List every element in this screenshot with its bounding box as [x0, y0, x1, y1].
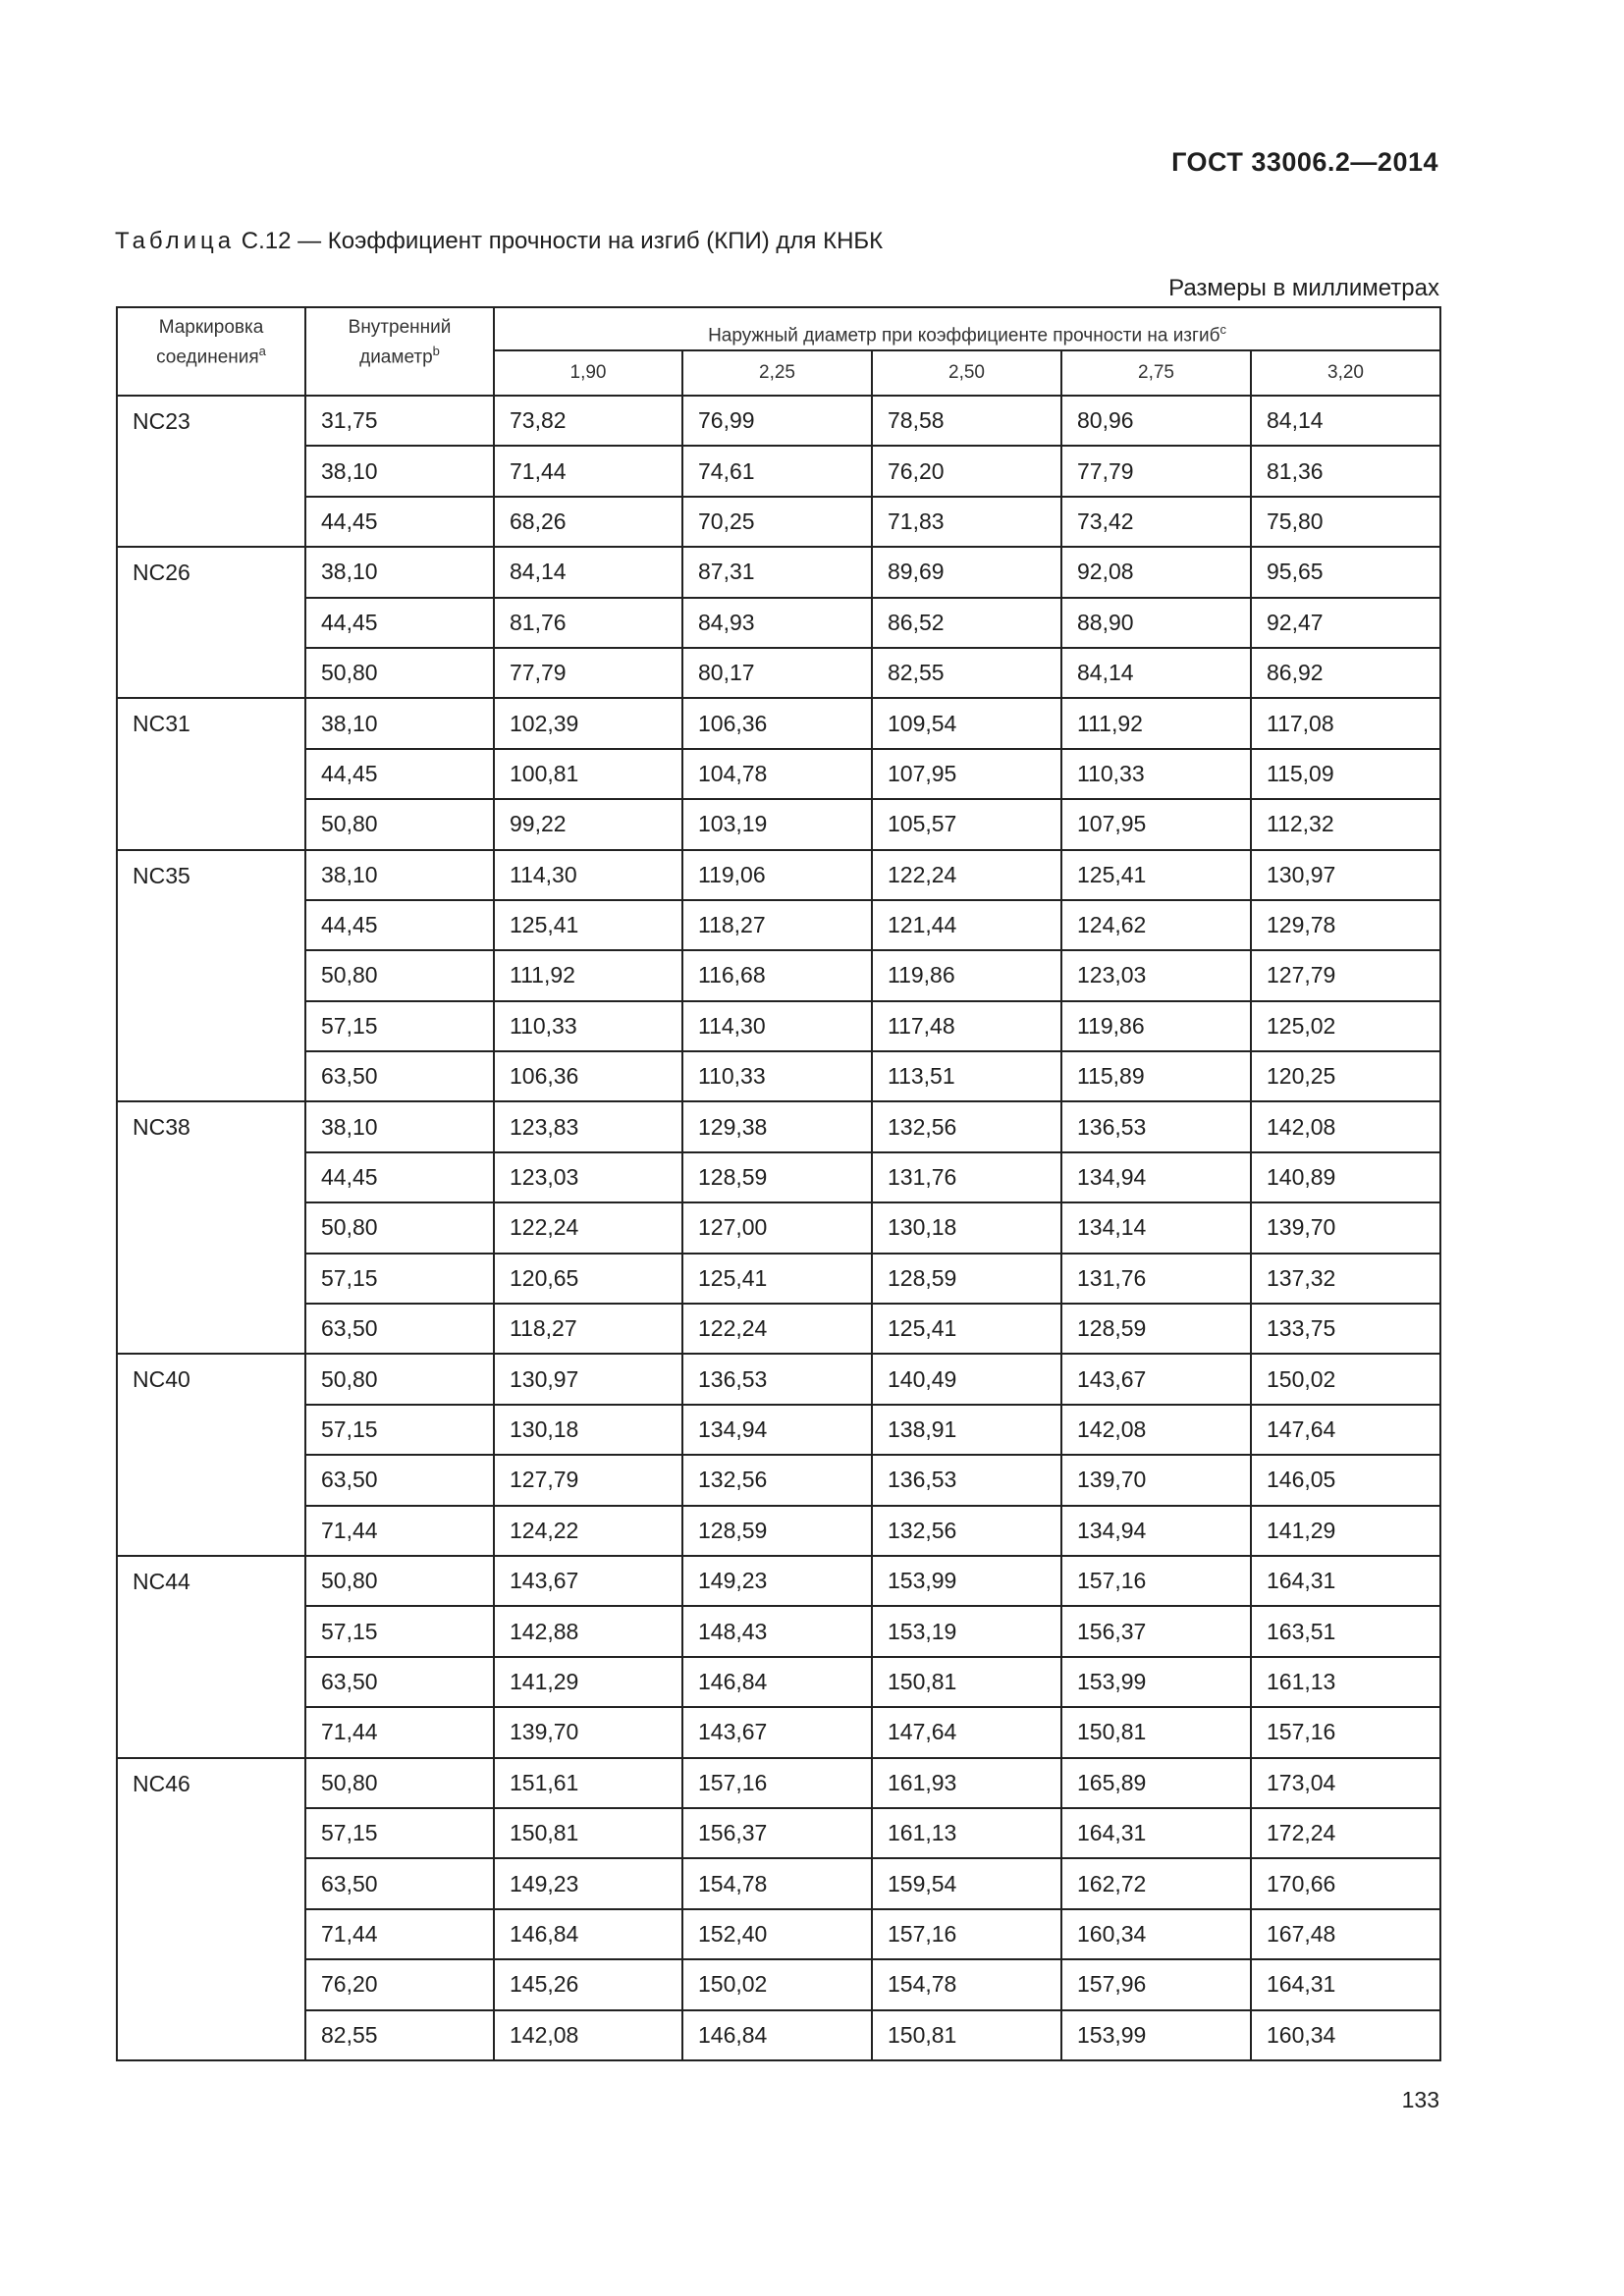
- outer-diameter-cell: 82,55: [872, 648, 1061, 698]
- outer-diameter-cell: 71,83: [872, 497, 1061, 547]
- outer-diameter-cell: 84,14: [1061, 648, 1251, 698]
- outer-diameter-cell: 111,92: [1061, 698, 1251, 748]
- outer-diameter-cell: 80,17: [682, 648, 872, 698]
- outer-diameter-cell: 150,81: [872, 2010, 1061, 2060]
- connection-mark-cell: NC26: [117, 547, 305, 698]
- table-row: [117, 1808, 1440, 1858]
- outer-diameter-cell: 125,41: [494, 900, 682, 950]
- inner-diameter-cell: 63,50: [305, 1455, 494, 1505]
- footnote-marker: b: [432, 344, 440, 358]
- outer-diameter-cell: 147,64: [1251, 1405, 1440, 1455]
- outer-diameter-cell: 128,59: [682, 1152, 872, 1202]
- outer-diameter-cell: 139,70: [1251, 1202, 1440, 1253]
- outer-diameter-cell: 78,58: [872, 396, 1061, 446]
- outer-diameter-cell: 123,03: [1061, 950, 1251, 1000]
- outer-diameter-cell: 141,29: [494, 1657, 682, 1707]
- table-row: [117, 1707, 1440, 1757]
- outer-diameter-cell: 76,20: [872, 446, 1061, 496]
- outer-diameter-cell: 117,48: [872, 1001, 1061, 1051]
- outer-diameter-cell: 150,81: [872, 1657, 1061, 1707]
- outer-diameter-cell: 134,94: [1061, 1506, 1251, 1556]
- outer-diameter-cell: 131,76: [872, 1152, 1061, 1202]
- outer-diameter-cell: 114,30: [682, 1001, 872, 1051]
- outer-diameter-cell: 165,89: [1061, 1758, 1251, 1808]
- outer-diameter-cell: 84,93: [682, 598, 872, 648]
- outer-diameter-cell: 130,18: [872, 1202, 1061, 1253]
- outer-diameter-cell: 130,97: [494, 1354, 682, 1404]
- outer-diameter-cell: 160,34: [1061, 1909, 1251, 1959]
- outer-diameter-cell: 89,69: [872, 547, 1061, 597]
- outer-diameter-cell: 160,34: [1251, 2010, 1440, 2060]
- table-row: [117, 2010, 1440, 2060]
- table-row: [117, 1354, 1440, 1404]
- inner-diameter-cell: 50,80: [305, 799, 494, 849]
- outer-diameter-cell: 117,08: [1251, 698, 1440, 748]
- outer-diameter-cell: 172,24: [1251, 1808, 1440, 1858]
- outer-diameter-cell: 99,22: [494, 799, 682, 849]
- table-row: [117, 1001, 1440, 1051]
- outer-diameter-cell: 95,65: [1251, 547, 1440, 597]
- outer-diameter-cell: 146,84: [682, 2010, 872, 2060]
- outer-diameter-cell: 164,31: [1251, 1959, 1440, 2009]
- outer-diameter-cell: 159,54: [872, 1858, 1061, 1908]
- outer-diameter-cell: 142,08: [1251, 1101, 1440, 1151]
- table-row: [117, 799, 1440, 849]
- inner-diameter-cell: 38,10: [305, 446, 494, 496]
- outer-diameter-cell: 115,89: [1061, 1051, 1251, 1101]
- table-caption: [115, 228, 883, 255]
- outer-diameter-cell: 92,08: [1061, 547, 1251, 597]
- column-header-connection-mark-text: Маркировка соединения: [156, 317, 264, 368]
- outer-diameter-cell: 151,61: [494, 1758, 682, 1808]
- table-row: [117, 1959, 1440, 2009]
- table-row: [117, 598, 1440, 648]
- table-row: [117, 1606, 1440, 1656]
- outer-diameter-cell: 133,75: [1251, 1304, 1440, 1354]
- table-row: [117, 1304, 1440, 1354]
- outer-diameter-cell: 150,02: [682, 1959, 872, 2009]
- outer-diameter-cell: 146,05: [1251, 1455, 1440, 1505]
- inner-diameter-cell: 63,50: [305, 1051, 494, 1101]
- outer-diameter-cell: 92,47: [1251, 598, 1440, 648]
- table-row: [117, 396, 1440, 446]
- document-standard-header: ГОСТ 33006.2—2014: [1171, 147, 1438, 177]
- outer-diameter-cell: 164,31: [1251, 1556, 1440, 1606]
- outer-diameter-cell: 122,24: [872, 850, 1061, 900]
- inner-diameter-cell: 44,45: [305, 1152, 494, 1202]
- outer-diameter-cell: 116,68: [682, 950, 872, 1000]
- column-header-connection-mark: [117, 307, 305, 396]
- outer-diameter-cell: 131,76: [1061, 1254, 1251, 1304]
- outer-diameter-cell: 86,52: [872, 598, 1061, 648]
- inner-diameter-cell: 38,10: [305, 547, 494, 597]
- inner-diameter-cell: 50,80: [305, 1556, 494, 1606]
- outer-diameter-cell: 143,67: [494, 1556, 682, 1606]
- outer-diameter-cell: 153,99: [1061, 1657, 1251, 1707]
- connection-mark-cell: NC35: [117, 850, 305, 1102]
- outer-diameter-cell: 107,95: [1061, 799, 1251, 849]
- outer-diameter-cell: 118,27: [682, 900, 872, 950]
- inner-diameter-cell: 44,45: [305, 497, 494, 547]
- table-row: [117, 446, 1440, 496]
- outer-diameter-cell: 106,36: [494, 1051, 682, 1101]
- table-row: [117, 1254, 1440, 1304]
- inner-diameter-cell: 63,50: [305, 1657, 494, 1707]
- outer-diameter-cell: 125,41: [682, 1254, 872, 1304]
- connection-mark-cell: NC40: [117, 1354, 305, 1556]
- inner-diameter-cell: 50,80: [305, 1202, 494, 1253]
- outer-diameter-cell: 120,65: [494, 1254, 682, 1304]
- table-row: [117, 1556, 1440, 1606]
- outer-diameter-cell: 157,16: [872, 1909, 1061, 1959]
- outer-diameter-cell: 118,27: [494, 1304, 682, 1354]
- outer-diameter-cell: 81,36: [1251, 446, 1440, 496]
- outer-diameter-cell: 121,44: [872, 900, 1061, 950]
- footnote-marker: c: [1219, 322, 1226, 337]
- outer-diameter-cell: 152,40: [682, 1909, 872, 1959]
- inner-diameter-cell: 44,45: [305, 900, 494, 950]
- outer-diameter-cell: 111,92: [494, 950, 682, 1000]
- connection-mark-cell: NC23: [117, 396, 305, 547]
- outer-diameter-cell: 71,44: [494, 446, 682, 496]
- outer-diameter-cell: 150,02: [1251, 1354, 1440, 1404]
- outer-diameter-cell: 128,59: [872, 1254, 1061, 1304]
- inner-diameter-cell: 38,10: [305, 850, 494, 900]
- outer-diameter-cell: 129,38: [682, 1101, 872, 1151]
- outer-diameter-cell: 156,37: [682, 1808, 872, 1858]
- outer-diameter-cell: 127,79: [1251, 950, 1440, 1000]
- outer-diameter-cell: 70,25: [682, 497, 872, 547]
- table-row: [117, 900, 1440, 950]
- outer-diameter-cell: 130,18: [494, 1405, 682, 1455]
- outer-diameter-cell: 73,42: [1061, 497, 1251, 547]
- outer-diameter-cell: 84,14: [494, 547, 682, 597]
- outer-diameter-cell: 149,23: [494, 1858, 682, 1908]
- coefficient-header: 3,20: [1251, 350, 1440, 396]
- outer-diameter-cell: 123,83: [494, 1101, 682, 1151]
- column-header-outer-diameter: [494, 307, 1440, 350]
- column-header-inner-diameter-text: Внутренний диаметр: [348, 317, 452, 368]
- outer-diameter-cell: 127,79: [494, 1455, 682, 1505]
- outer-diameter-cell: 110,33: [494, 1001, 682, 1051]
- outer-diameter-cell: 134,94: [682, 1405, 872, 1455]
- inner-diameter-cell: 71,44: [305, 1707, 494, 1757]
- outer-diameter-cell: 81,76: [494, 598, 682, 648]
- outer-diameter-cell: 136,53: [872, 1455, 1061, 1505]
- table-row: [117, 648, 1440, 698]
- table-row: [117, 1101, 1440, 1151]
- outer-diameter-cell: 110,33: [1061, 749, 1251, 799]
- outer-diameter-cell: 156,37: [1061, 1606, 1251, 1656]
- outer-diameter-cell: 73,82: [494, 396, 682, 446]
- inner-diameter-cell: 71,44: [305, 1909, 494, 1959]
- inner-diameter-cell: 50,80: [305, 950, 494, 1000]
- outer-diameter-cell: 124,62: [1061, 900, 1251, 950]
- coefficient-header: 2,50: [872, 350, 1061, 396]
- outer-diameter-cell: 119,06: [682, 850, 872, 900]
- outer-diameter-cell: 77,79: [494, 648, 682, 698]
- outer-diameter-cell: 125,41: [1061, 850, 1251, 900]
- table-row: [117, 1152, 1440, 1202]
- table-row: [117, 1858, 1440, 1908]
- inner-diameter-cell: 63,50: [305, 1304, 494, 1354]
- outer-diameter-cell: 106,36: [682, 698, 872, 748]
- table-caption-text: С.12 — Коэффициент прочности на изгиб (КПИ) для КНБК: [235, 228, 884, 254]
- outer-diameter-cell: 148,43: [682, 1606, 872, 1656]
- outer-diameter-cell: 130,97: [1251, 850, 1440, 900]
- outer-diameter-cell: 77,79: [1061, 446, 1251, 496]
- outer-diameter-cell: 150,81: [1061, 1707, 1251, 1757]
- outer-diameter-cell: 142,08: [494, 2010, 682, 2060]
- outer-diameter-cell: 140,89: [1251, 1152, 1440, 1202]
- table-row: [117, 1051, 1440, 1101]
- outer-diameter-cell: 128,59: [1061, 1304, 1251, 1354]
- table-row: [117, 1405, 1440, 1455]
- column-header-inner-diameter: [305, 307, 494, 396]
- outer-diameter-cell: 132,56: [872, 1101, 1061, 1151]
- table-row: [117, 1758, 1440, 1808]
- outer-diameter-cell: 122,24: [494, 1202, 682, 1253]
- outer-diameter-cell: 157,16: [1251, 1707, 1440, 1757]
- inner-diameter-cell: 57,15: [305, 1001, 494, 1051]
- inner-diameter-cell: 57,15: [305, 1808, 494, 1858]
- outer-diameter-cell: 123,03: [494, 1152, 682, 1202]
- outer-diameter-cell: 161,13: [1251, 1657, 1440, 1707]
- outer-diameter-cell: 112,32: [1251, 799, 1440, 849]
- outer-diameter-cell: 68,26: [494, 497, 682, 547]
- outer-diameter-cell: 100,81: [494, 749, 682, 799]
- inner-diameter-cell: 38,10: [305, 698, 494, 748]
- outer-diameter-cell: 102,39: [494, 698, 682, 748]
- inner-diameter-cell: 76,20: [305, 1959, 494, 2009]
- outer-diameter-cell: 170,66: [1251, 1858, 1440, 1908]
- strength-coefficient-table: [116, 306, 1441, 2061]
- table-row: [117, 1909, 1440, 1959]
- inner-diameter-cell: 38,10: [305, 1101, 494, 1151]
- outer-diameter-cell: 114,30: [494, 850, 682, 900]
- coefficient-header: 1,90: [494, 350, 682, 396]
- outer-diameter-cell: 80,96: [1061, 396, 1251, 446]
- outer-diameter-cell: 154,78: [682, 1858, 872, 1908]
- inner-diameter-cell: 82,55: [305, 2010, 494, 2060]
- inner-diameter-cell: 50,80: [305, 1354, 494, 1404]
- page-number: 133: [1401, 2087, 1439, 2112]
- outer-diameter-cell: 161,13: [872, 1808, 1061, 1858]
- outer-diameter-cell: 138,91: [872, 1405, 1061, 1455]
- outer-diameter-cell: 145,26: [494, 1959, 682, 2009]
- outer-diameter-cell: 137,32: [1251, 1254, 1440, 1304]
- outer-diameter-cell: 173,04: [1251, 1758, 1440, 1808]
- outer-diameter-cell: 167,48: [1251, 1909, 1440, 1959]
- inner-diameter-cell: 50,80: [305, 1758, 494, 1808]
- outer-diameter-cell: 164,31: [1061, 1808, 1251, 1858]
- outer-diameter-cell: 153,99: [1061, 2010, 1251, 2060]
- outer-diameter-cell: 107,95: [872, 749, 1061, 799]
- outer-diameter-cell: 143,67: [682, 1707, 872, 1757]
- coefficient-header: 2,25: [682, 350, 872, 396]
- outer-diameter-cell: 147,64: [872, 1707, 1061, 1757]
- outer-diameter-cell: 125,41: [872, 1304, 1061, 1354]
- table-row: [117, 1202, 1440, 1253]
- outer-diameter-cell: 120,25: [1251, 1051, 1440, 1101]
- connection-mark-cell: NC46: [117, 1758, 305, 2060]
- table-row: [117, 749, 1440, 799]
- table-row: [117, 1657, 1440, 1707]
- outer-diameter-cell: 113,51: [872, 1051, 1061, 1101]
- coefficient-header: 2,75: [1061, 350, 1251, 396]
- outer-diameter-cell: 157,16: [682, 1758, 872, 1808]
- outer-diameter-cell: 136,53: [1061, 1101, 1251, 1151]
- outer-diameter-cell: 74,61: [682, 446, 872, 496]
- connection-mark-cell: NC31: [117, 698, 305, 849]
- outer-diameter-cell: 162,72: [1061, 1858, 1251, 1908]
- outer-diameter-cell: 125,02: [1251, 1001, 1440, 1051]
- table-row: [117, 698, 1440, 748]
- outer-diameter-cell: 84,14: [1251, 396, 1440, 446]
- outer-diameter-cell: 153,99: [872, 1556, 1061, 1606]
- outer-diameter-cell: 88,90: [1061, 598, 1251, 648]
- outer-diameter-cell: 157,96: [1061, 1959, 1251, 2009]
- outer-diameter-cell: 87,31: [682, 547, 872, 597]
- inner-diameter-cell: 44,45: [305, 749, 494, 799]
- outer-diameter-cell: 157,16: [1061, 1556, 1251, 1606]
- outer-diameter-cell: 154,78: [872, 1959, 1061, 2009]
- inner-diameter-cell: 63,50: [305, 1858, 494, 1908]
- outer-diameter-cell: 163,51: [1251, 1606, 1440, 1656]
- inner-diameter-cell: 31,75: [305, 396, 494, 446]
- outer-diameter-cell: 103,19: [682, 799, 872, 849]
- table-row: [117, 497, 1440, 547]
- outer-diameter-cell: 146,84: [682, 1657, 872, 1707]
- outer-diameter-cell: 86,92: [1251, 648, 1440, 698]
- inner-diameter-cell: 44,45: [305, 598, 494, 648]
- outer-diameter-cell: 109,54: [872, 698, 1061, 748]
- inner-diameter-cell: 57,15: [305, 1254, 494, 1304]
- outer-diameter-cell: 141,29: [1251, 1506, 1440, 1556]
- outer-diameter-cell: 142,08: [1061, 1405, 1251, 1455]
- outer-diameter-cell: 110,33: [682, 1051, 872, 1101]
- outer-diameter-cell: 115,09: [1251, 749, 1440, 799]
- connection-mark-cell: NC44: [117, 1556, 305, 1758]
- column-header-outer-diameter-text: Наружный диаметр при коэффициенте прочности на изгиб: [708, 325, 1220, 347]
- units-note: Размеры в миллиметрах: [1168, 275, 1439, 301]
- table-row: [117, 1506, 1440, 1556]
- inner-diameter-cell: 71,44: [305, 1506, 494, 1556]
- outer-diameter-cell: 128,59: [682, 1506, 872, 1556]
- outer-diameter-cell: 149,23: [682, 1556, 872, 1606]
- outer-diameter-cell: 150,81: [494, 1808, 682, 1858]
- outer-diameter-cell: 140,49: [872, 1354, 1061, 1404]
- inner-diameter-cell: 57,15: [305, 1405, 494, 1455]
- outer-diameter-cell: 132,56: [872, 1506, 1061, 1556]
- outer-diameter-cell: 136,53: [682, 1354, 872, 1404]
- outer-diameter-cell: 134,94: [1061, 1152, 1251, 1202]
- outer-diameter-cell: 105,57: [872, 799, 1061, 849]
- table-row: [117, 547, 1440, 597]
- outer-diameter-cell: 104,78: [682, 749, 872, 799]
- outer-diameter-cell: 119,86: [1061, 1001, 1251, 1051]
- outer-diameter-cell: 122,24: [682, 1304, 872, 1354]
- table-caption-label: Таблица: [115, 228, 236, 254]
- outer-diameter-cell: 139,70: [1061, 1455, 1251, 1505]
- outer-diameter-cell: 142,88: [494, 1606, 682, 1656]
- inner-diameter-cell: 57,15: [305, 1606, 494, 1656]
- connection-mark-cell: NC38: [117, 1101, 305, 1354]
- outer-diameter-cell: 153,19: [872, 1606, 1061, 1656]
- table-row: [117, 1455, 1440, 1505]
- outer-diameter-cell: 119,86: [872, 950, 1061, 1000]
- outer-diameter-cell: 76,99: [682, 396, 872, 446]
- outer-diameter-cell: 146,84: [494, 1909, 682, 1959]
- outer-diameter-cell: 132,56: [682, 1455, 872, 1505]
- outer-diameter-cell: 143,67: [1061, 1354, 1251, 1404]
- outer-diameter-cell: 75,80: [1251, 497, 1440, 547]
- inner-diameter-cell: 50,80: [305, 648, 494, 698]
- outer-diameter-cell: 161,93: [872, 1758, 1061, 1808]
- table-row: [117, 950, 1440, 1000]
- outer-diameter-cell: 129,78: [1251, 900, 1440, 950]
- outer-diameter-cell: 134,14: [1061, 1202, 1251, 1253]
- outer-diameter-cell: 124,22: [494, 1506, 682, 1556]
- table-row: [117, 850, 1440, 900]
- outer-diameter-cell: 127,00: [682, 1202, 872, 1253]
- footnote-marker: a: [258, 344, 266, 358]
- outer-diameter-cell: 139,70: [494, 1707, 682, 1757]
